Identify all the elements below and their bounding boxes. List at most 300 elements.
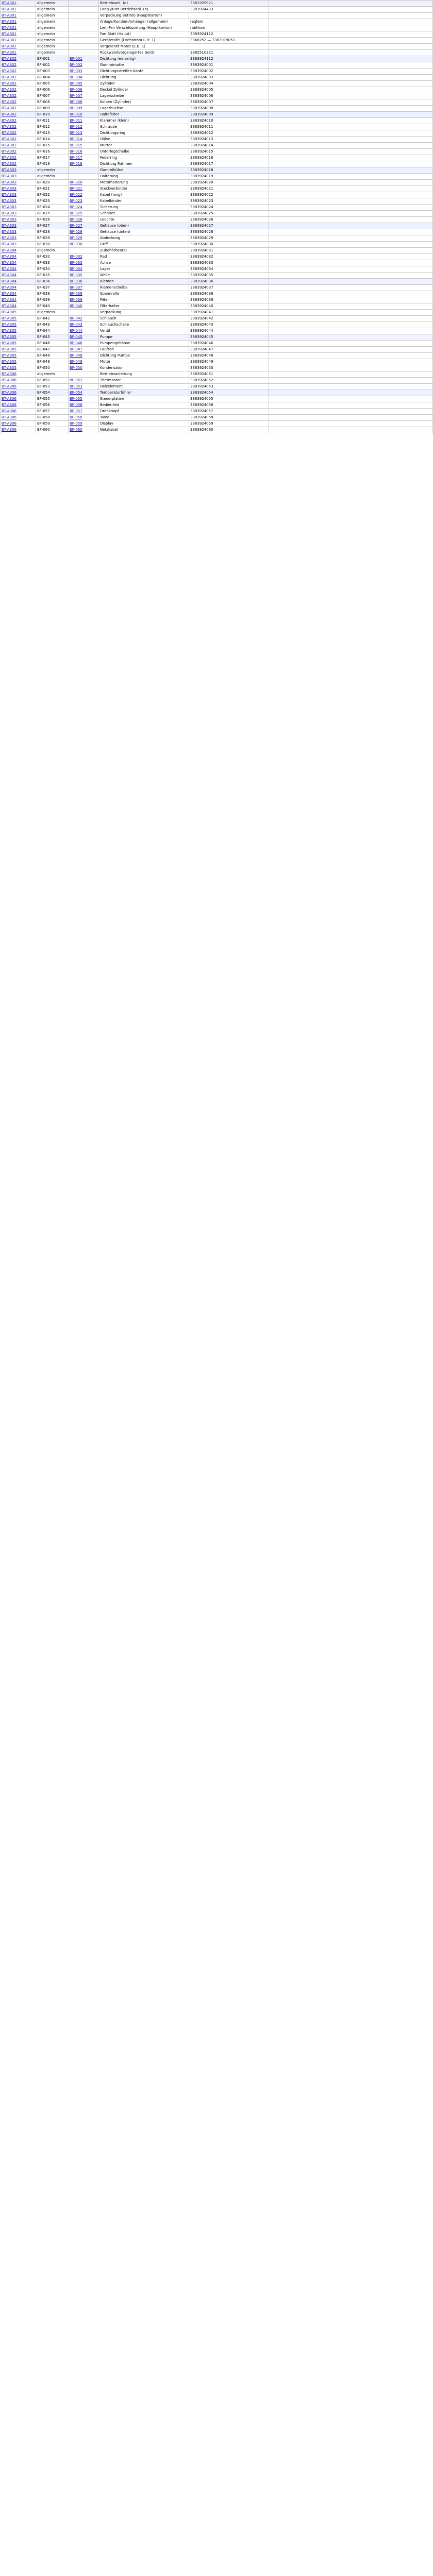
table-row[interactable] (1, 297, 433, 303)
table-row[interactable] (1, 19, 433, 25)
filler-cell (269, 365, 433, 371)
table-row[interactable] (1, 359, 433, 365)
table-row[interactable] (1, 25, 433, 31)
model-link[interactable]: BT-A303 (1, 242, 36, 248)
model-link[interactable]: BT-A306 (1, 371, 36, 378)
model-link[interactable]: BT-A305 (1, 353, 36, 359)
model-link[interactable]: BT-A306 (1, 378, 36, 384)
part-number-cell: 3383924016 (189, 155, 269, 161)
description-cell: Lagerbuchse (99, 106, 189, 112)
table-row[interactable] (1, 149, 433, 155)
filler-cell (269, 137, 433, 143)
part-number-cell: 3383924052 (189, 378, 269, 384)
part-link[interactable]: BF-052 (69, 378, 99, 384)
table-row[interactable] (1, 217, 433, 223)
part-number-cell: 3383924008 (189, 106, 269, 112)
part-link[interactable]: BF-002 (69, 62, 99, 69)
table-row[interactable] (1, 112, 433, 118)
part-link[interactable]: BF-022 (69, 192, 99, 198)
table-row[interactable] (1, 303, 433, 310)
table-row[interactable] (1, 353, 433, 359)
filler-cell (269, 50, 433, 56)
filler-cell (269, 31, 433, 38)
table-row[interactable] (1, 161, 433, 167)
part-number-cell: 3383924051 (189, 371, 269, 378)
part-link[interactable]: BF-005 (69, 81, 99, 87)
part-link[interactable]: BF-023 (69, 198, 99, 205)
group-cell: allgemein (36, 1, 69, 7)
model-link[interactable]: BT-A303 (1, 167, 36, 174)
part-link[interactable]: BF-045 (69, 334, 99, 341)
group-cell: BF-029 (36, 235, 69, 242)
part-link[interactable]: BF-032 (69, 254, 99, 260)
model-link[interactable]: BT-A301 (1, 38, 36, 44)
part-link[interactable]: BF-033 (69, 260, 99, 266)
table-row[interactable] (1, 421, 433, 427)
model-link[interactable]: BT-A302 (1, 149, 36, 155)
filler-cell (269, 402, 433, 409)
table-row[interactable] (1, 390, 433, 396)
model-link[interactable]: BT-A302 (1, 99, 36, 106)
group-cell: BF-058 (36, 415, 69, 421)
filler-cell (269, 415, 433, 421)
description-cell: Haltefeder (99, 112, 189, 118)
part-link[interactable]: BF-008 (69, 99, 99, 106)
part-link[interactable]: BF-050 (69, 365, 99, 371)
table-row[interactable] (1, 38, 433, 44)
part-link[interactable]: BF-018 (69, 161, 99, 167)
table-row[interactable] (1, 242, 433, 248)
group-cell: BF-040 (36, 303, 69, 310)
model-link[interactable]: BT-A303 (1, 211, 36, 217)
table-row[interactable] (1, 235, 433, 242)
model-link[interactable]: BT-A303 (1, 186, 36, 192)
description-cell: Display (99, 421, 189, 427)
model-link[interactable]: BT-A303 (1, 198, 36, 205)
model-link[interactable]: BT-A301 (1, 7, 36, 13)
group-cell: BF-033 (36, 260, 69, 266)
model-link[interactable]: BT-A302 (1, 69, 36, 75)
part-link[interactable]: BF-017 (69, 155, 99, 161)
description-cell: Motor (99, 359, 189, 365)
model-link[interactable]: BT-A303 (1, 205, 36, 211)
part-number-cell: 3383924012 (189, 130, 269, 137)
table-row[interactable] (1, 427, 433, 433)
filler-cell (269, 341, 433, 347)
part-link[interactable]: BF-027 (69, 223, 99, 229)
part-link[interactable] (69, 25, 99, 31)
group-cell: allgemein (36, 19, 69, 25)
filler-cell (269, 186, 433, 192)
part-link[interactable]: BF-029 (69, 235, 99, 242)
model-link[interactable]: BT-A301 (1, 13, 36, 19)
part-link[interactable]: BF-013 (69, 130, 99, 137)
model-link[interactable]: BT-A302 (1, 62, 36, 69)
filler-cell (269, 378, 433, 384)
part-link[interactable] (69, 7, 99, 13)
filler-cell (269, 371, 433, 378)
table-row[interactable] (1, 415, 433, 421)
table-row[interactable] (1, 7, 433, 13)
description-cell: Gummihülse (99, 167, 189, 174)
part-number-cell: 3383924038 (189, 291, 269, 297)
table-row[interactable] (1, 328, 433, 334)
model-link[interactable]: BT-A306 (1, 427, 36, 433)
group-cell: BF-053 (36, 384, 69, 390)
part-number-cell: 3383924043 (189, 322, 269, 328)
part-link[interactable]: BF-036 (69, 279, 99, 285)
model-link[interactable]: BT-A303 (1, 229, 36, 235)
model-link[interactable]: BT-A304 (1, 291, 36, 297)
filler-cell (269, 180, 433, 186)
model-link[interactable]: BT-A301 (1, 25, 36, 31)
model-link[interactable]: BT-A303 (1, 223, 36, 229)
part-link[interactable]: BF-010 (69, 112, 99, 118)
part-link[interactable]: BF-038 (69, 291, 99, 297)
part-number-cell: 3383924036 (189, 279, 269, 285)
part-link[interactable] (69, 44, 99, 50)
table-row[interactable] (1, 62, 433, 69)
group-cell: BF-025 (36, 211, 69, 217)
part-link[interactable]: BF-020 (69, 180, 99, 186)
group-cell: BF-005 (36, 81, 69, 87)
table-row[interactable] (1, 402, 433, 409)
filler-cell (269, 44, 433, 50)
model-link[interactable]: BT-A304 (1, 260, 36, 266)
description-cell: Heizelement (99, 384, 189, 390)
part-link[interactable]: BF-037 (69, 285, 99, 291)
model-link[interactable]: BT-A302 (1, 155, 36, 161)
table-row[interactable] (1, 365, 433, 371)
description-cell: Gehäuse (unten) (99, 229, 189, 235)
table-row[interactable] (1, 75, 433, 81)
table-row[interactable] (1, 118, 433, 124)
description-cell: Leuchte (99, 217, 189, 223)
model-link[interactable]: BT-A302 (1, 112, 36, 118)
part-link[interactable]: BF-015 (69, 143, 99, 149)
part-number-cell: 3383924007 (189, 99, 269, 106)
part-link[interactable]: BF-001 (69, 56, 99, 62)
description-cell: Lager (99, 266, 189, 273)
filler-cell (269, 56, 433, 62)
model-link[interactable]: BT-A302 (1, 106, 36, 112)
table-row[interactable] (1, 137, 433, 143)
part-link[interactable]: BF-035 (69, 273, 99, 279)
part-link[interactable]: BF-024 (69, 205, 99, 211)
model-link[interactable]: BT-A302 (1, 56, 36, 62)
model-link[interactable]: BT-A305 (1, 310, 36, 316)
table-row[interactable] (1, 93, 433, 99)
part-link[interactable] (69, 31, 99, 38)
part-link[interactable]: BF-014 (69, 137, 99, 143)
table-row[interactable] (1, 384, 433, 390)
table-row[interactable] (1, 50, 433, 56)
part-link[interactable]: BF-034 (69, 266, 99, 273)
table-row[interactable] (1, 266, 433, 273)
part-link[interactable]: BF-049 (69, 359, 99, 365)
description-cell: Pumpengehäuse (99, 341, 189, 347)
filler-cell (269, 273, 433, 279)
model-link[interactable]: BT-A305 (1, 328, 36, 334)
model-link[interactable]: BT-A304 (1, 266, 36, 273)
table-row[interactable] (1, 180, 433, 186)
part-link[interactable] (69, 1, 99, 7)
model-link[interactable]: BT-A305 (1, 365, 36, 371)
model-link[interactable]: BT-A304 (1, 285, 36, 291)
table-row[interactable] (1, 205, 433, 211)
filler-cell (269, 106, 433, 112)
part-link[interactable]: BF-043 (69, 322, 99, 328)
table-row[interactable] (1, 347, 433, 353)
model-link[interactable]: BT-A306 (1, 409, 36, 415)
part-link[interactable]: BF-007 (69, 93, 99, 99)
model-link[interactable]: BT-A302 (1, 118, 36, 124)
model-link[interactable]: BT-A305 (1, 334, 36, 341)
model-link[interactable]: BT-A303 (1, 180, 36, 186)
part-link[interactable]: BF-016 (69, 149, 99, 155)
model-link[interactable]: BT-A305 (1, 347, 36, 353)
model-link[interactable]: BT-A301 (1, 31, 36, 38)
table-row[interactable] (1, 130, 433, 137)
model-link[interactable]: BT-A305 (1, 359, 36, 365)
part-link[interactable]: BF-011 (69, 118, 99, 124)
group-cell: allgemein (36, 44, 69, 50)
group-cell: BF-024 (36, 205, 69, 211)
table-row[interactable] (1, 371, 433, 378)
model-link[interactable]: BT-A302 (1, 75, 36, 81)
part-link[interactable] (69, 50, 99, 56)
part-link[interactable]: BF-042 (69, 316, 99, 322)
filler-cell (269, 99, 433, 106)
model-link[interactable]: BT-A306 (1, 415, 36, 421)
part-link[interactable]: BF-025 (69, 211, 99, 217)
model-link[interactable]: BT-A301 (1, 44, 36, 50)
part-link[interactable] (69, 19, 99, 25)
part-link[interactable]: BF-026 (69, 217, 99, 223)
table-row[interactable] (1, 273, 433, 279)
description-cell: Gehäuse (oben) (99, 223, 189, 229)
table-row[interactable] (1, 31, 433, 38)
table-row[interactable] (1, 396, 433, 402)
model-link[interactable]: BT-A302 (1, 143, 36, 149)
part-number-cell: 3383924020 (189, 180, 269, 186)
description-cell: Pumpe (99, 334, 189, 341)
part-link[interactable]: BF-006 (69, 87, 99, 93)
part-link[interactable]: BF-012 (69, 124, 99, 130)
table-row[interactable] (1, 316, 433, 322)
table-row[interactable] (1, 69, 433, 75)
table-row[interactable] (1, 260, 433, 266)
model-link[interactable]: BT-A304 (1, 297, 36, 303)
table-row[interactable] (1, 198, 433, 205)
table-row[interactable] (1, 409, 433, 415)
model-link[interactable]: BT-A302 (1, 124, 36, 130)
part-link[interactable]: BF-021 (69, 186, 99, 192)
description-cell: Ventil (99, 328, 189, 334)
part-link[interactable]: BF-056 (69, 402, 99, 409)
model-link[interactable]: BT-A302 (1, 81, 36, 87)
model-link[interactable]: BT-A304 (1, 273, 36, 279)
table-row[interactable] (1, 334, 433, 341)
group-cell: BF-039 (36, 297, 69, 303)
group-cell: BF-057 (36, 409, 69, 415)
model-link[interactable]: BT-A301 (1, 50, 36, 56)
model-link[interactable]: BT-A303 (1, 192, 36, 198)
part-number-cell: 3383924006 (189, 93, 269, 99)
table-row[interactable] (1, 81, 433, 87)
table-row[interactable] (1, 186, 433, 192)
part-link[interactable]: BF-040 (69, 303, 99, 310)
group-cell: BF-003 (36, 69, 69, 75)
table-row[interactable] (1, 229, 433, 235)
model-link[interactable]: BT-A301 (1, 1, 36, 7)
group-cell: BF-015 (36, 143, 69, 149)
filler-cell (269, 198, 433, 205)
model-link[interactable]: BT-A305 (1, 341, 36, 347)
table-row[interactable] (1, 291, 433, 297)
description-cell: Griff (99, 242, 189, 248)
part-link[interactable] (69, 13, 99, 19)
table-row[interactable] (1, 254, 433, 260)
part-link[interactable] (69, 248, 99, 254)
model-link[interactable]: BT-A306 (1, 390, 36, 396)
model-link[interactable]: BT-A302 (1, 137, 36, 143)
table-row[interactable] (1, 155, 433, 161)
description-cell: Welle (99, 273, 189, 279)
filler-cell (269, 167, 433, 174)
description-cell: Kondensator (99, 365, 189, 371)
part-link[interactable]: BF-047 (69, 347, 99, 353)
model-link[interactable]: BT-A306 (1, 384, 36, 390)
part-link[interactable]: BF-044 (69, 328, 99, 334)
model-link[interactable]: BT-A305 (1, 316, 36, 322)
part-link[interactable]: BF-039 (69, 297, 99, 303)
filler-cell (269, 291, 433, 297)
part-link[interactable] (69, 371, 99, 378)
parts-table-body (1, 1, 433, 433)
description-cell: Unterlegscheibe (99, 149, 189, 155)
table-row[interactable] (1, 1, 433, 7)
description-cell: Klammer (klein) (99, 118, 189, 124)
table-row[interactable] (1, 279, 433, 285)
table-row[interactable] (1, 322, 433, 328)
group-cell: BF-012 (36, 124, 69, 130)
table-row[interactable] (1, 285, 433, 291)
part-link[interactable]: BF-009 (69, 106, 99, 112)
description-cell: Thermostat (99, 378, 189, 384)
model-link[interactable]: BT-A306 (1, 402, 36, 409)
table-row[interactable] (1, 192, 433, 198)
model-link[interactable]: BT-A302 (1, 161, 36, 167)
part-link[interactable]: BF-058 (69, 415, 99, 421)
filler-cell (269, 118, 433, 124)
part-link[interactable] (69, 167, 99, 174)
table-row[interactable] (1, 87, 433, 93)
table-row[interactable] (1, 124, 433, 130)
model-link[interactable]: BT-A304 (1, 279, 36, 285)
part-number-cell: 3383924112 (189, 31, 269, 38)
table-row[interactable] (1, 310, 433, 316)
model-link[interactable]: BT-A303 (1, 174, 36, 180)
description-cell: Verpackung Betrieb (Hauptkarton) (99, 13, 189, 19)
part-link[interactable]: BF-030 (69, 242, 99, 248)
part-number-cell: 3383924001 (189, 62, 269, 69)
description-cell: Verpackung (99, 310, 189, 316)
group-cell: BF-043 (36, 322, 69, 328)
part-link[interactable]: BF-055 (69, 396, 99, 402)
description-cell: Dichtungsstreifen Kante (99, 69, 189, 75)
table-row[interactable] (1, 248, 433, 254)
part-number-cell: 3383924055 (189, 396, 269, 402)
part-number-cell: 3383924028 (189, 229, 269, 235)
table-row[interactable] (1, 211, 433, 217)
table-row[interactable] (1, 143, 433, 149)
filler-cell (269, 409, 433, 415)
group-cell: BF-017 (36, 155, 69, 161)
model-link[interactable]: BT-A305 (1, 322, 36, 328)
table-row[interactable] (1, 56, 433, 62)
part-link[interactable]: BF-048 (69, 353, 99, 359)
model-link[interactable]: BT-A302 (1, 130, 36, 137)
part-link[interactable] (69, 310, 99, 316)
part-link[interactable]: BF-059 (69, 421, 99, 427)
filler-cell (269, 223, 433, 229)
part-link[interactable]: BF-003 (69, 69, 99, 75)
model-link[interactable]: BT-A304 (1, 254, 36, 260)
table-row[interactable] (1, 99, 433, 106)
part-link[interactable]: BF-057 (69, 409, 99, 415)
table-row[interactable] (1, 223, 433, 229)
model-link[interactable]: BT-A303 (1, 217, 36, 223)
group-cell: allgemein (36, 7, 69, 13)
model-link[interactable]: BT-A306 (1, 396, 36, 402)
table-row[interactable] (1, 167, 433, 174)
model-link[interactable]: BT-A303 (1, 235, 36, 242)
part-link[interactable] (69, 174, 99, 180)
table-row[interactable] (1, 378, 433, 384)
model-link[interactable]: BT-A302 (1, 93, 36, 99)
filler-cell (269, 396, 433, 402)
model-link[interactable]: BT-A306 (1, 421, 36, 427)
filler-cell (269, 266, 433, 273)
filler-cell (269, 328, 433, 334)
part-link[interactable]: BF-046 (69, 341, 99, 347)
table-row[interactable] (1, 13, 433, 19)
part-link[interactable]: BF-004 (69, 75, 99, 81)
group-cell: BF-059 (36, 421, 69, 427)
model-link[interactable]: BT-A301 (1, 19, 36, 25)
part-link[interactable]: BF-060 (69, 427, 99, 433)
part-number-cell: 3383924054 (189, 390, 269, 396)
model-link[interactable]: BT-A302 (1, 87, 36, 93)
part-link[interactable] (69, 38, 99, 44)
filler-cell (269, 279, 433, 285)
model-link[interactable]: BT-A304 (1, 303, 36, 310)
part-link[interactable]: BF-053 (69, 384, 99, 390)
model-link[interactable]: BT-A304 (1, 248, 36, 254)
table-row[interactable] (1, 44, 433, 50)
group-cell: BF-020 (36, 180, 69, 186)
table-row[interactable] (1, 341, 433, 347)
group-cell: allgemein (36, 174, 69, 180)
table-row[interactable] (1, 174, 433, 180)
part-link[interactable]: BF-028 (69, 229, 99, 235)
table-row[interactable] (1, 106, 433, 112)
part-link[interactable]: BF-054 (69, 390, 99, 396)
group-cell: BF-037 (36, 285, 69, 291)
part-number-cell: 3383924013 (189, 137, 269, 143)
description-cell: Riemen (99, 279, 189, 285)
